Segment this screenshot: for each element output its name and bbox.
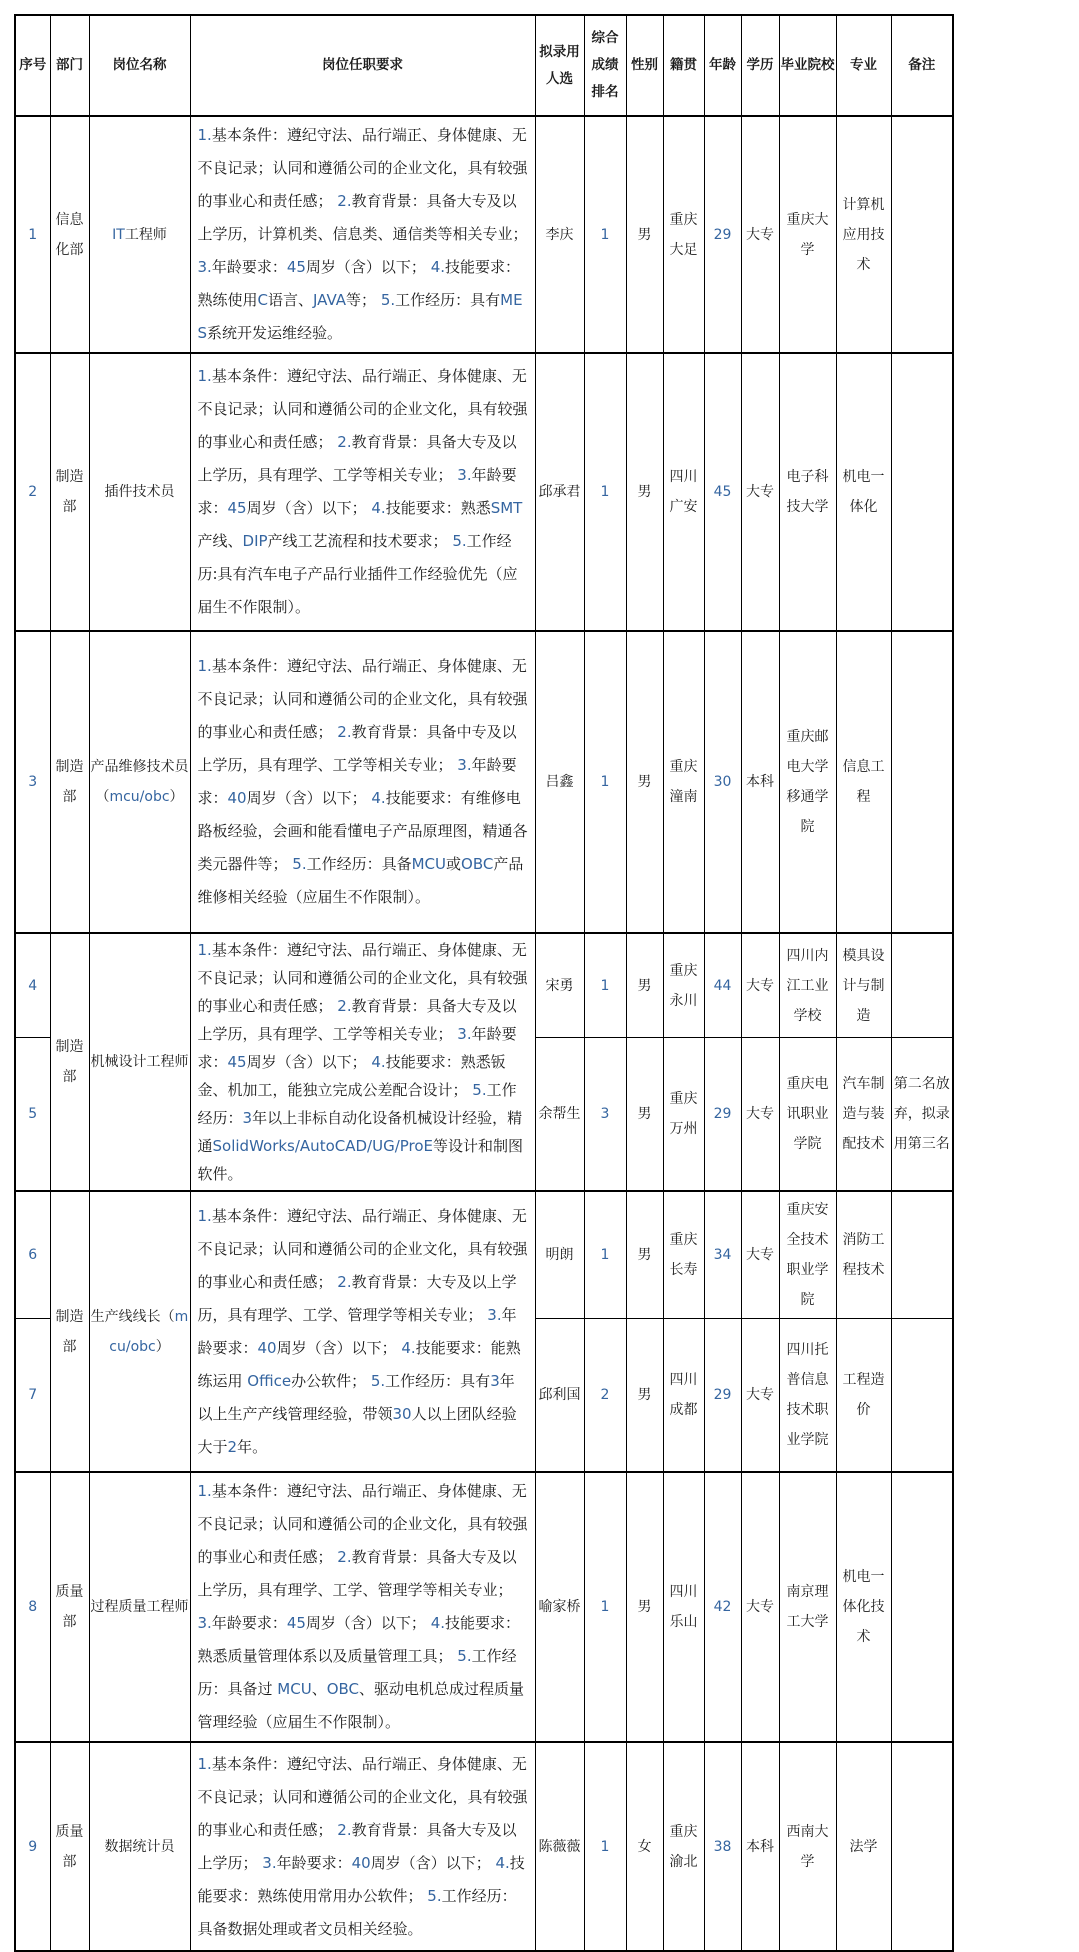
major-cell: 机电一体化技术 bbox=[836, 1472, 891, 1742]
serial-cell bbox=[15, 1472, 50, 1742]
age-cell bbox=[704, 1038, 741, 1191]
latin-text: 3 bbox=[242, 1109, 253, 1127]
rank-cell bbox=[584, 631, 626, 933]
serial-cell bbox=[15, 1318, 50, 1472]
latin-text: 45 bbox=[227, 1053, 247, 1071]
major-cell: 汽车制造与装配技术 bbox=[836, 1038, 891, 1191]
rank-cell bbox=[584, 933, 626, 1038]
education-cell: 本科 bbox=[741, 631, 779, 933]
position-cell: 过程质量工程师 bbox=[89, 1472, 190, 1742]
remark-cell bbox=[891, 1191, 953, 1318]
serial-cell bbox=[15, 1742, 50, 1951]
origin-cell: 四川广安 bbox=[663, 353, 704, 631]
serial-cell bbox=[15, 1191, 50, 1318]
recruitment-table-sheet bbox=[14, 14, 954, 1952]
latin-text: 4. bbox=[495, 1853, 510, 1872]
table-header bbox=[15, 15, 953, 116]
gender-cell: 男 bbox=[626, 1472, 663, 1742]
position-cell: 机械设计工程师 bbox=[89, 933, 190, 1191]
major-cell: 计算机应用技术 bbox=[836, 116, 891, 353]
department-cell: 信息化部 bbox=[50, 116, 89, 353]
remark-cell: 第二名放弃，拟录用第三名 bbox=[891, 1038, 953, 1191]
latin-text: 45 bbox=[713, 484, 732, 500]
latin-text: OBC bbox=[461, 855, 494, 873]
table-row bbox=[15, 353, 953, 631]
latin-text: 1 bbox=[28, 226, 38, 243]
serial-cell bbox=[15, 116, 50, 353]
major-cell: 信息工程 bbox=[836, 631, 891, 933]
gender-cell: 男 bbox=[626, 1318, 663, 1472]
column-header: 岗位名称 bbox=[89, 15, 190, 116]
gender-cell: 女 bbox=[626, 1742, 663, 1951]
age-cell bbox=[704, 1742, 741, 1951]
latin-text: 4. bbox=[430, 1614, 446, 1632]
department-cell: 质量部 bbox=[50, 1742, 89, 1951]
gender-cell: 男 bbox=[626, 1038, 663, 1191]
latin-text: mcu/obc bbox=[109, 789, 170, 805]
column-header: 序号 bbox=[15, 15, 50, 116]
latin-text: 5. bbox=[380, 291, 396, 309]
education-cell: 大专 bbox=[741, 933, 779, 1038]
latin-text: 29 bbox=[713, 226, 732, 243]
latin-text: 1. bbox=[197, 657, 212, 675]
school-cell: 电子科技大学 bbox=[779, 353, 836, 631]
origin-cell: 四川乐山 bbox=[663, 1472, 704, 1742]
latin-text: 3. bbox=[197, 258, 212, 276]
table-row bbox=[15, 933, 953, 1038]
table-row bbox=[15, 1742, 953, 1951]
school-cell: 西南大学 bbox=[779, 1742, 836, 1951]
education-cell: 大专 bbox=[741, 1318, 779, 1472]
latin-text: 40 bbox=[351, 1853, 371, 1872]
latin-text: 40 bbox=[227, 789, 247, 807]
latin-text: 3 bbox=[490, 1371, 500, 1390]
latin-text: 29 bbox=[713, 1386, 732, 1403]
school-cell: 重庆大学 bbox=[779, 116, 836, 353]
latin-text: IT bbox=[112, 226, 125, 243]
department-cell: 制造部 bbox=[50, 353, 89, 631]
table-body bbox=[15, 116, 953, 1951]
school-cell: 南京理工大学 bbox=[779, 1472, 836, 1742]
school-cell: 重庆邮电大学移通学院 bbox=[779, 631, 836, 933]
serial-cell bbox=[15, 1038, 50, 1191]
origin-cell: 四川成都 bbox=[663, 1318, 704, 1472]
requirements-cell: 1.基本条件：遵纪守法、品行端正、身体健康、无不良记录；认同和遵循公司的企业文化，具有较强的事业心和责任感； 2.教育背景：具备大专及以上学历，具有理学、工学等相关专业； 3.年龄要求：45周岁（含）以下； 4.技能要求：熟悉SMT产线、DIP产线工艺流程和技术要求； 5.工作经历:具有汽车电子产品行业插件工作经验优先（应届生不作限制）。 bbox=[190, 353, 535, 631]
candidate-cell: 喻家桥 bbox=[535, 1472, 584, 1742]
candidate-cell: 李庆 bbox=[535, 116, 584, 353]
latin-text: 3 bbox=[600, 1106, 610, 1123]
age-cell bbox=[704, 1191, 741, 1318]
latin-text: 3. bbox=[197, 1614, 212, 1632]
remark-cell bbox=[891, 631, 953, 933]
latin-text: 6 bbox=[28, 1246, 38, 1263]
position-cell: 数据统计员 bbox=[89, 1742, 190, 1951]
latin-text: 30 bbox=[713, 774, 732, 790]
education-cell: 本科 bbox=[741, 1742, 779, 1951]
school-cell: 重庆电讯职业学院 bbox=[779, 1038, 836, 1191]
education-cell: 大专 bbox=[741, 1472, 779, 1742]
age-cell bbox=[704, 1318, 741, 1472]
latin-text: OBC bbox=[326, 1680, 360, 1698]
requirements-cell: 1.基本条件：遵纪守法、品行端正、身体健康、无不良记录；认同和遵循公司的企业文化，具有较强的事业心和责任感； 2.教育背景：具备大专及以上学历； 3.年龄要求：40周岁（含）以下； 4.技能要求：熟练使用常用办公软件； 5.工作经历：具备数据处理或者文员相关经验。 bbox=[190, 1742, 535, 1951]
latin-text: 5. bbox=[370, 1371, 386, 1390]
latin-text: 1. bbox=[197, 941, 212, 959]
major-cell: 模具设计与制造 bbox=[836, 933, 891, 1038]
latin-text: 4. bbox=[371, 499, 386, 517]
column-header: 拟录用人选 bbox=[535, 15, 584, 116]
latin-text: 2 bbox=[227, 1437, 238, 1456]
latin-text: 2. bbox=[337, 1272, 352, 1291]
recruitment-table bbox=[14, 14, 954, 1952]
latin-text: 2 bbox=[28, 484, 38, 500]
latin-text: MES bbox=[197, 291, 523, 342]
position-cell: 产品维修技术员（mcu/obc） bbox=[89, 631, 190, 933]
rank-cell bbox=[584, 116, 626, 353]
rank-cell bbox=[584, 1742, 626, 1951]
latin-text: 1. bbox=[197, 1482, 212, 1500]
latin-text: 3. bbox=[457, 1025, 472, 1043]
latin-text: 1 bbox=[600, 977, 610, 994]
latin-text: 2 bbox=[600, 1386, 610, 1403]
serial-cell bbox=[15, 353, 50, 631]
column-header: 籍贯 bbox=[663, 15, 704, 116]
latin-text: mcu/obc bbox=[109, 1308, 189, 1355]
candidate-cell: 邱承君 bbox=[535, 353, 584, 631]
department-cell: 制造部 bbox=[50, 1191, 89, 1472]
table-row bbox=[15, 1191, 953, 1318]
latin-text: 2. bbox=[337, 433, 352, 451]
candidate-cell: 余帮生 bbox=[535, 1038, 584, 1191]
latin-text: 1. bbox=[197, 126, 212, 144]
candidate-cell: 明朗 bbox=[535, 1191, 584, 1318]
origin-cell: 重庆永川 bbox=[663, 933, 704, 1038]
gender-cell: 男 bbox=[626, 353, 663, 631]
latin-text: 5. bbox=[472, 1081, 487, 1099]
latin-text: 5. bbox=[452, 532, 467, 550]
rank-cell bbox=[584, 1472, 626, 1742]
remark-cell bbox=[891, 933, 953, 1038]
major-cell: 法学 bbox=[836, 1742, 891, 1951]
origin-cell: 重庆潼南 bbox=[663, 631, 704, 933]
gender-cell: 男 bbox=[626, 631, 663, 933]
latin-text: 1. bbox=[197, 1754, 212, 1773]
column-header: 性别 bbox=[626, 15, 663, 116]
column-header: 部门 bbox=[50, 15, 89, 116]
serial-cell bbox=[15, 631, 50, 933]
age-cell bbox=[704, 933, 741, 1038]
rank-cell bbox=[584, 1191, 626, 1318]
latin-text: 1. bbox=[197, 367, 212, 385]
latin-text: MCU bbox=[277, 1680, 312, 1698]
latin-text: JAVA bbox=[313, 291, 347, 309]
latin-text: 2. bbox=[337, 997, 352, 1015]
remark-cell bbox=[891, 1318, 953, 1472]
latin-text: 3. bbox=[487, 1305, 502, 1324]
education-cell: 大专 bbox=[741, 116, 779, 353]
requirements-cell: 1.基本条件：遵纪守法、品行端正、身体健康、无不良记录；认同和遵循公司的企业文化，具有较强的事业心和责任感； 2.教育背景：大专及以上学历，具有理学、工学、管理学等相关专业； 3.年龄要求：40周岁（含）以下； 4.技能要求：能熟练运用 Office办公软件； 5.工作经历：具有3年以上生产产线管理经验，带领30人以上团队经验大于2年。 bbox=[190, 1191, 535, 1472]
column-header: 岗位任职要求 bbox=[190, 15, 535, 116]
latin-text: SolidWorks/AutoCAD/UG/ProE bbox=[212, 1137, 434, 1155]
latin-text: 38 bbox=[713, 1838, 732, 1855]
latin-text: 1 bbox=[600, 1246, 610, 1263]
latin-text: 40 bbox=[257, 1338, 277, 1357]
latin-text: 5. bbox=[292, 855, 307, 873]
table-row bbox=[15, 631, 953, 933]
column-header: 年龄 bbox=[704, 15, 741, 116]
latin-text: 2. bbox=[337, 723, 352, 741]
age-cell bbox=[704, 116, 741, 353]
latin-text: 5. bbox=[427, 1886, 442, 1905]
origin-cell: 重庆大足 bbox=[663, 116, 704, 353]
rank-cell bbox=[584, 1038, 626, 1191]
remark-cell bbox=[891, 116, 953, 353]
origin-cell: 重庆长寿 bbox=[663, 1191, 704, 1318]
education-cell: 大专 bbox=[741, 1191, 779, 1318]
latin-text: 45 bbox=[227, 499, 247, 517]
latin-text: 44 bbox=[713, 977, 732, 994]
latin-text: 7 bbox=[28, 1386, 38, 1403]
latin-text: 2. bbox=[337, 1548, 352, 1566]
latin-text: 1 bbox=[600, 1599, 610, 1615]
latin-text: SMT bbox=[490, 499, 523, 517]
gender-cell: 男 bbox=[626, 116, 663, 353]
latin-text: 1 bbox=[600, 1838, 610, 1855]
rank-cell bbox=[584, 353, 626, 631]
latin-text: C bbox=[257, 291, 268, 309]
latin-text: 5. bbox=[457, 1647, 472, 1665]
latin-text: 1 bbox=[600, 226, 610, 243]
latin-text: 42 bbox=[713, 1599, 732, 1615]
gender-cell: 男 bbox=[626, 933, 663, 1038]
school-cell: 重庆安全技术职业学院 bbox=[779, 1191, 836, 1318]
department-cell: 质量部 bbox=[50, 1472, 89, 1742]
position-cell: IT工程师 bbox=[89, 116, 190, 353]
latin-text: 3 bbox=[28, 774, 38, 790]
department-cell: 制造部 bbox=[50, 631, 89, 933]
latin-text: 4. bbox=[401, 1338, 416, 1357]
latin-text: 45 bbox=[286, 1614, 306, 1632]
latin-text: 4 bbox=[28, 977, 38, 994]
requirements-cell: 1.基本条件：遵纪守法、品行端正、身体健康、无不良记录；认同和遵循公司的企业文化，具有较强的事业心和责任感； 2.教育背景：具备大专及以上学历，计算机类、信息类、通信类等相关专业； 3.年龄要求：45周岁（含）以下； 4.技能要求：熟练使用C语言、JAVA等； 5.工作经历：具有MES系统开发运维经验。 bbox=[190, 116, 535, 353]
latin-text: 30 bbox=[392, 1404, 412, 1423]
remark-cell bbox=[891, 1742, 953, 1951]
requirements-cell: 1.基本条件：遵纪守法、品行端正、身体健康、无不良记录；认同和遵循公司的企业文化，具有较强的事业心和责任感； 2.教育背景：具备中专及以上学历，具有理学、工学等相关专业； 3.年龄要求：40周岁（含）以下； 4.技能要求：有维修电路板经验，会画和能看懂电子产品原理图，精通各类元器件等； 5.工作经历：具备MCU或OBC产品维修相关经验（应届生不作限制）。 bbox=[190, 631, 535, 933]
origin-cell: 重庆渝北 bbox=[663, 1742, 704, 1951]
latin-text: 8 bbox=[28, 1599, 38, 1615]
major-cell: 机电一体化 bbox=[836, 353, 891, 631]
latin-text: 9 bbox=[28, 1838, 38, 1855]
latin-text: MCU bbox=[411, 855, 447, 873]
origin-cell: 重庆万州 bbox=[663, 1038, 704, 1191]
latin-text: 2. bbox=[337, 192, 352, 210]
latin-text: Office bbox=[247, 1371, 292, 1390]
candidate-cell: 吕鑫 bbox=[535, 631, 584, 933]
latin-text: 5 bbox=[28, 1106, 38, 1123]
rank-cell bbox=[584, 1318, 626, 1472]
education-cell: 大专 bbox=[741, 353, 779, 631]
candidate-cell: 邱利国 bbox=[535, 1318, 584, 1472]
table-row bbox=[15, 1472, 953, 1742]
remark-cell bbox=[891, 1472, 953, 1742]
requirements-cell: 1.基本条件：遵纪守法、品行端正、身体健康、无不良记录；认同和遵循公司的企业文化，具有较强的事业心和责任感； 2.教育背景：具备大专及以上学历，具有理学、工学、管理学等相关专业； 3.年龄要求：45周岁（含）以下； 4.技能要求：熟悉质量管理体系以及质量管理工具； 5.工作经历：具备过 MCU、OBC、驱动电机总成过程质量管理经验（应届生不作限制）。 bbox=[190, 1472, 535, 1742]
latin-text: 34 bbox=[713, 1246, 732, 1263]
latin-text: 4. bbox=[371, 789, 386, 807]
latin-text: 1 bbox=[600, 774, 610, 790]
header-row bbox=[15, 15, 953, 116]
department-cell: 制造部 bbox=[50, 933, 89, 1191]
latin-text: 3. bbox=[457, 466, 472, 484]
serial-cell bbox=[15, 933, 50, 1038]
age-cell bbox=[704, 631, 741, 933]
latin-text: DIP bbox=[242, 532, 268, 550]
latin-text: 3. bbox=[457, 756, 472, 774]
column-header: 毕业院校 bbox=[779, 15, 836, 116]
remark-cell bbox=[891, 353, 953, 631]
latin-text: 3. bbox=[262, 1853, 277, 1872]
candidate-cell: 宋勇 bbox=[535, 933, 584, 1038]
latin-text: 29 bbox=[713, 1106, 732, 1123]
latin-text: 4. bbox=[371, 1053, 386, 1071]
latin-text: 1. bbox=[197, 1206, 212, 1225]
age-cell bbox=[704, 353, 741, 631]
column-header: 专业 bbox=[836, 15, 891, 116]
candidate-cell: 陈薇薇 bbox=[535, 1742, 584, 1951]
education-cell: 大专 bbox=[741, 1038, 779, 1191]
position-cell: 生产线线长（mcu/obc） bbox=[89, 1191, 190, 1472]
latin-text: 1 bbox=[600, 484, 610, 500]
age-cell bbox=[704, 1472, 741, 1742]
position-cell: 插件技术员 bbox=[89, 353, 190, 631]
column-header: 备注 bbox=[891, 15, 953, 116]
column-header: 综合成绩排名 bbox=[584, 15, 626, 116]
requirements-cell: 1.基本条件：遵纪守法、品行端正、身体健康、无不良记录；认同和遵循公司的企业文化，具有较强的事业心和责任感； 2.教育背景：具备大专及以上学历，具有理学、工学等相关专业； 3.年龄要求：45周岁（含）以下； 4.技能要求：熟悉钣金、机加工，能独立完成公差配合设计； 5.工作经历：3年以上非标自动化设备机械设计经验，精通SolidWorks/AutoCAD/UG/ProE等设计和制图软件。 bbox=[190, 933, 535, 1191]
major-cell: 消防工程技术 bbox=[836, 1191, 891, 1318]
table-row bbox=[15, 116, 953, 353]
school-cell: 四川托普信息技术职业学院 bbox=[779, 1318, 836, 1472]
latin-text: 45 bbox=[286, 258, 306, 276]
latin-text: 4. bbox=[430, 258, 446, 276]
major-cell: 工程造价 bbox=[836, 1318, 891, 1472]
latin-text: 2. bbox=[337, 1820, 352, 1839]
school-cell: 四川内江工业学校 bbox=[779, 933, 836, 1038]
gender-cell: 男 bbox=[626, 1191, 663, 1318]
column-header: 学历 bbox=[741, 15, 779, 116]
